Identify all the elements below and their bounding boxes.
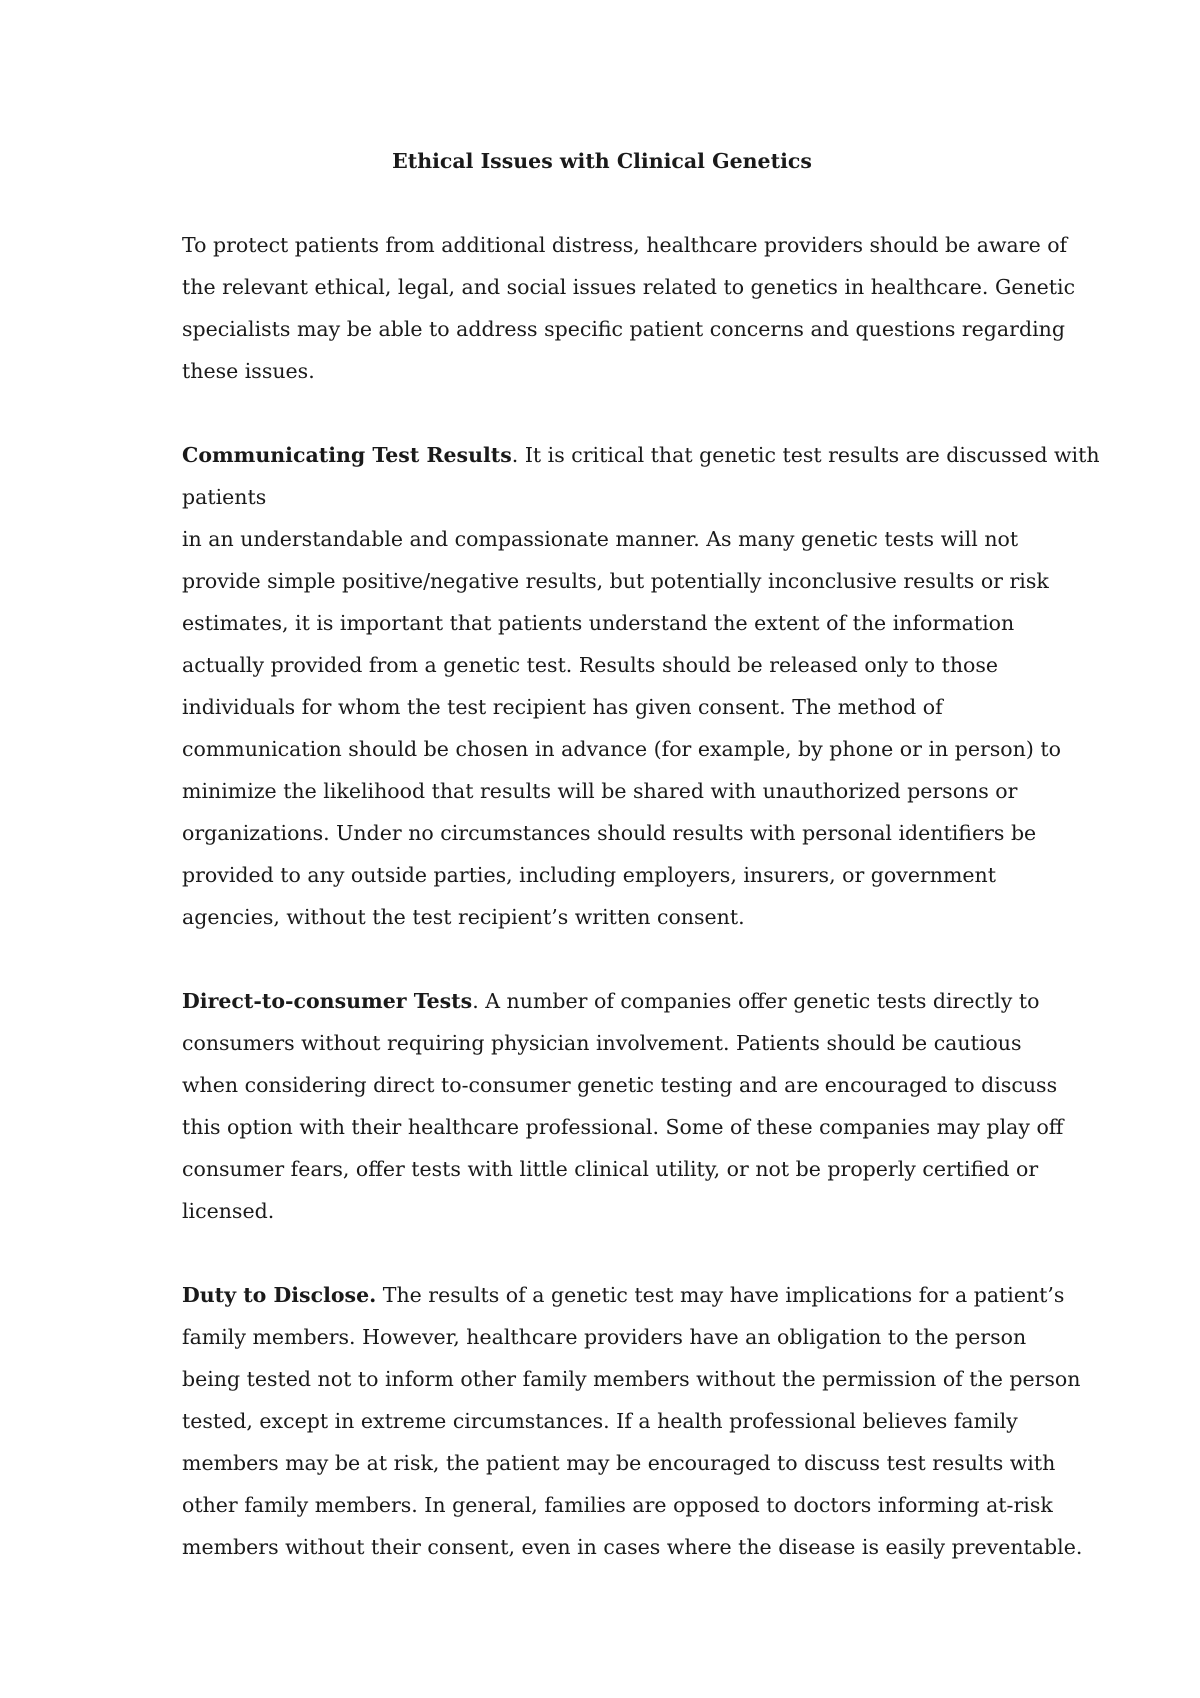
section-line: family members. However, healthcare providers have an obligation to the person (182, 1325, 1027, 1349)
document-title: Ethical Issues with Clinical Genetics (392, 149, 812, 173)
section-line: communication should be chosen in advance (for example, by phone or in person) to (182, 737, 1061, 761)
section-duty-to-disclose (182, 1274, 1083, 1568)
intro-line: specialists may be able to address specific patient concerns and questions regarding (182, 317, 1065, 341)
section-line: consumers without requiring physician involvement. Patients should be cautious (182, 1031, 1022, 1055)
document-body (182, 140, 1100, 1610)
section-heading: Direct-to-consumer Tests (182, 989, 473, 1013)
section-text: . A number of companies offer genetic tests directly to (472, 989, 1040, 1013)
section-line: consumer fears, offer tests with little clinical utility, or not be properly certified or (182, 1157, 1039, 1181)
section-line: individuals for whom the test recipient has given consent. The method of (182, 695, 943, 719)
section-line: minimize the likelihood that results will be shared with unauthorized persons or (182, 779, 1018, 803)
section-line: members may be at risk, the patient may be encouraged to discuss test results with (182, 1451, 1056, 1475)
intro-line: these issues. (182, 359, 315, 383)
section-line: organizations. Under no circumstances should results with personal identifiers be (182, 821, 1037, 845)
section-line: provide simple positive/negative results, but potentially inconclusive results or risk (182, 569, 1049, 593)
section-line: agencies, without the test recipient’s written consent. (182, 905, 745, 929)
section-line: when considering direct to-consumer genetic testing and are encouraged to discuss (182, 1073, 1058, 1097)
section-text: . It is critical that genetic test results are discussed with (511, 443, 1100, 467)
section-direct-to-consumer-tests (182, 980, 1064, 1232)
intro-line: the relevant ethical, legal, and social issues related to genetics in healthcare. Genetic (182, 275, 1076, 299)
section-heading: Communicating Test Results (182, 443, 512, 467)
intro-paragraph (182, 224, 1076, 392)
section-line: in an understandable and compassionate manner. As many genetic tests will not (182, 527, 1019, 551)
section-line: licensed. (182, 1199, 275, 1223)
section-line: actually provided from a genetic test. Results should be released only to those (182, 653, 999, 677)
section-line: tested, except in extreme circumstances. If a health professional believes family (182, 1409, 1018, 1433)
section-first-line (182, 980, 1040, 1022)
section-heading: Duty to Disclose. (182, 1283, 377, 1307)
section-line: being tested not to inform other family members without the permission of the person (182, 1367, 1081, 1391)
section-line: this option with their healthcare professional. Some of these companies may play off (182, 1115, 1064, 1139)
section-first-line (182, 1274, 1065, 1316)
intro-line: To protect patients from additional distress, healthcare providers should be aware of (182, 233, 1068, 257)
section-first-line (182, 434, 1100, 476)
section-line: other family members. In general, families are opposed to doctors informing at-risk (182, 1493, 1053, 1517)
section-communicating-test-results (182, 434, 1100, 938)
section-line: patients (182, 485, 267, 509)
section-line: provided to any outside parties, including employers, insurers, or government (182, 863, 996, 887)
section-line: estimates, it is important that patients understand the extent of the information (182, 611, 1015, 635)
section-line: members without their consent, even in cases where the disease is easily preventable. (182, 1535, 1083, 1559)
section-text: The results of a genetic test may have implications for a patient’s (376, 1283, 1065, 1307)
